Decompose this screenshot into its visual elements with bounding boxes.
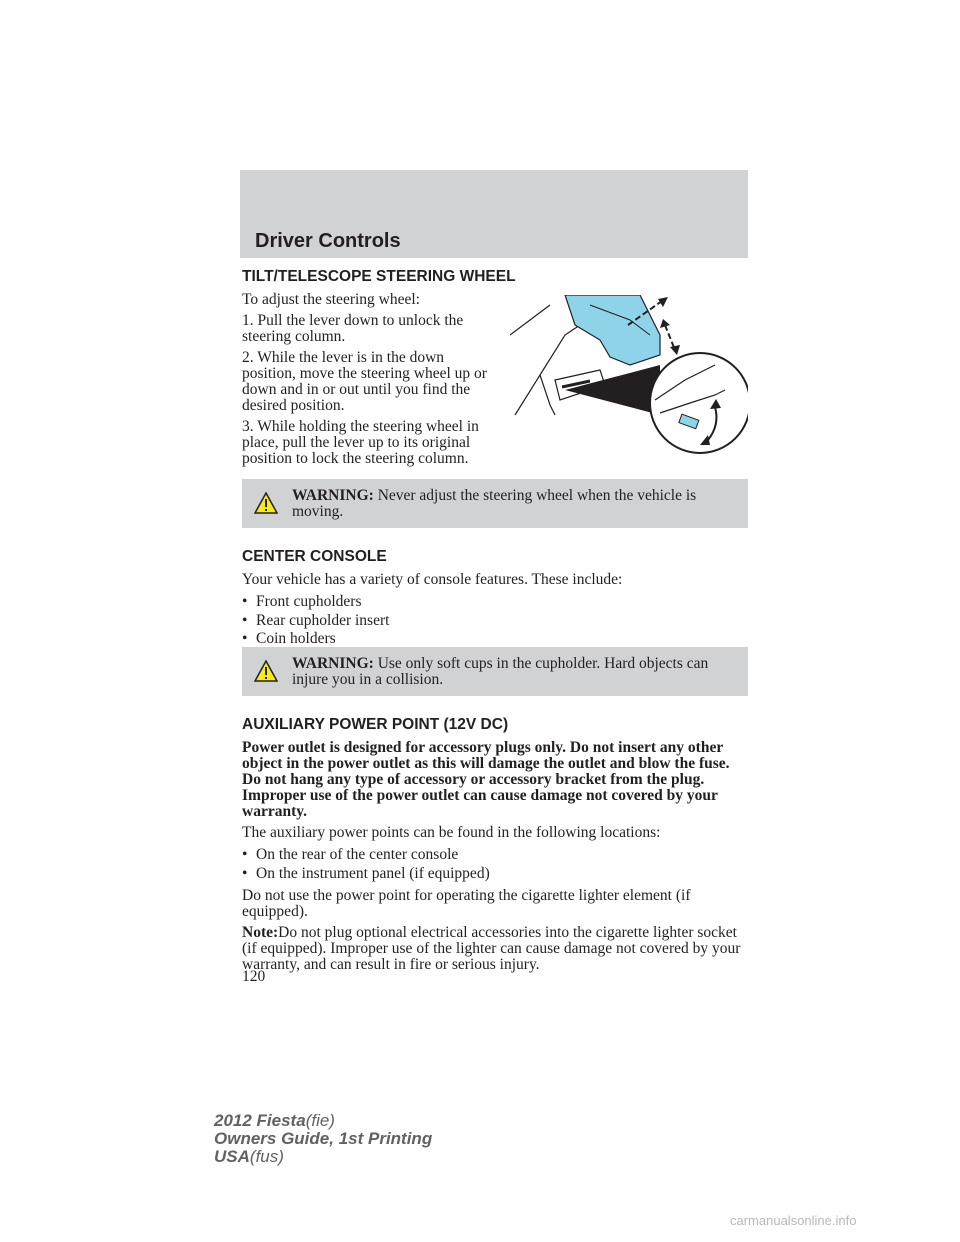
footer-printing: Owners Guide, 1st Printing [214, 1129, 433, 1148]
console-heading: CENTER CONSOLE [242, 548, 387, 565]
footer-model-code: (fie) [305, 1111, 335, 1130]
footer-market: USA [214, 1147, 250, 1166]
tilt-step-3: 3. While holding the steering wheel in place, pull the lever up to its original position to lock the steering column. [242, 418, 479, 467]
list-item: • On the instrument panel (if equipped) [242, 864, 490, 882]
list-item: • Front cupholders [242, 593, 362, 610]
power-point-section [242, 716, 750, 978]
tilt-step-2: 2. While the lever is in the down position, move the steering wheel up or down and in or out until you find the desired position. [242, 349, 487, 414]
footer-edition-info [214, 1112, 432, 1166]
footer-market-code: (fus) [249, 1147, 284, 1166]
section-header-band [240, 170, 748, 258]
list-item: • On the rear of the center console [242, 846, 459, 863]
power-note [242, 925, 750, 973]
watermark: carmanualsonline.info [730, 1213, 857, 1228]
tilt-intro: To adjust the steering wheel: [242, 291, 420, 308]
center-console-section [242, 548, 750, 654]
power-heading: AUXILIARY POWER POINT (12V DC) [242, 716, 509, 733]
warning-text-cupholder [292, 656, 738, 688]
warning-label: WARNING: [292, 487, 374, 504]
warning-body: Use only soft cups in the cupholder. Hard objects can injure you in a collision. [292, 655, 709, 688]
warning-box-steering [242, 479, 748, 528]
tilt-heading: TILT/TELESCOPE STEERING WHEEL [242, 268, 516, 285]
warning-triangle-icon [254, 660, 278, 682]
page-number: 120 [242, 968, 266, 985]
steering-column-illustration [510, 295, 748, 460]
console-features-list [242, 593, 750, 649]
list-item: • Rear cupholder insert [242, 611, 390, 629]
note-text: Do not plug optional electrical accessories into the cigarette lighter socket (if equipped). Improper use of the lighter can cause damage not covered by your warranty, and can result in fire or serious injury. [242, 924, 741, 973]
warning-box-cupholder [242, 647, 748, 696]
section-title: Driver Controls [255, 230, 401, 252]
warning-label: WARNING: [292, 655, 374, 672]
power-locations-intro: The auxiliary power points can be found in the following locations: [242, 824, 661, 841]
note-label: Note: [242, 924, 279, 941]
power-lighter-text: Do not use the power point for operating the cigarette lighter element (if equipped). [242, 887, 691, 920]
tilt-step-1: 1. Pull the lever down to unlock the steering column. [242, 312, 464, 345]
power-bold-notice: Power outlet is designed for accessory plugs only. Do not insert any other object in the power outlet as this will damage the outlet and blow the fuse. Do not hang any type of accessory or accessory bracket from the plug. Improper use of the power outlet can cause damage not covered by your warranty. [242, 739, 730, 820]
console-intro: Your vehicle has a variety of console features. These include: [242, 571, 623, 588]
warning-triangle-icon [254, 492, 278, 514]
power-locations-list [242, 846, 750, 883]
warning-text-steering [292, 488, 738, 520]
footer-model: 2012 Fiesta [214, 1111, 306, 1130]
warning-body: Never adjust the steering wheel when the vehicle is moving. [292, 487, 697, 520]
tilt-instructions [242, 292, 494, 467]
list-item: • Coin holders [242, 630, 336, 647]
